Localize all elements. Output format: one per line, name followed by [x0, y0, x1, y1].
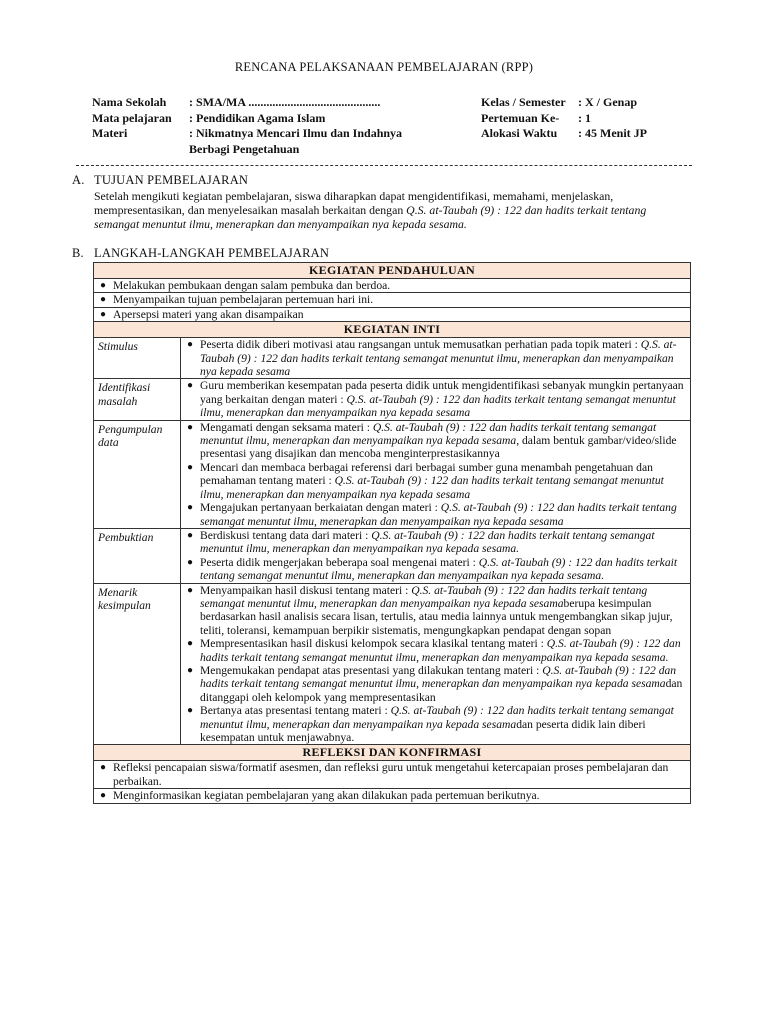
- info-row: [481, 126, 647, 142]
- refleksi-header: REFLEKSI DAN KONFIRMASI: [94, 745, 691, 761]
- list-item-text-italic: Q.S. at-Taubah (9) : 122 dan hadits terkait tentang semangat menuntut ilmu, menerapkan dan menyampaikan nya kepada sesama: [200, 704, 674, 731]
- info-label: Kelas / Semester: [481, 95, 566, 109]
- pendahuluan-header: KEGIATAN PENDAHULUAN: [94, 263, 691, 279]
- list-item-text: Mempresentasikan hasil diskusi kelompok secara klasikal tentang materi :: [200, 637, 547, 651]
- list-item-text-italic: Q.S. at-Taubah (9) : 122 dan hadits terkait tentang semangat menuntut ilmu, menerapkan dan menyampaikan nya kepada sesama: [200, 420, 657, 448]
- info-value: : SMA/MA ............................................: [189, 95, 381, 109]
- list-item: [181, 379, 690, 419]
- list-item: [94, 279, 690, 293]
- list-item-text-italic: Q.S. at-Taubah (9) : 122 dan hadits terkait tentang semangat menuntut ilmu, menerapkan dan menyampaikan nya kepada sesama: [200, 501, 677, 528]
- bullet-icon: ●: [187, 638, 194, 650]
- bullet-icon: ●: [187, 705, 194, 717]
- stage-activities: [181, 420, 691, 528]
- dashed-divider: [76, 165, 692, 166]
- list-item-text: Menyampaikan tujuan pembelajaran pertemuan hari ini.: [113, 293, 374, 307]
- section-title: LANGKAH-LANGKAH PEMBELAJARAN: [94, 246, 330, 260]
- section-letter: B.: [72, 246, 84, 260]
- bullet-icon: ●: [100, 308, 107, 320]
- list-item-text-italic: Q.S. at-Taubah (9) : 122 dan hadits terkait tentang semangat menuntut ilmu, menerapkan dan menyampaikan nya kepada sesama: [200, 338, 677, 379]
- pendahuluan-cell: [94, 279, 691, 322]
- list-item-text: Menginformasikan kegiatan pembelajaran yang akan dilakukan pada pertemuan berikutnya.: [113, 789, 540, 803]
- info-value: : X / Genap: [578, 95, 638, 109]
- pendahuluan-header-row: [94, 263, 691, 279]
- list-item-text: dan ditanggapi oleh kelompok yang mempresentasikan: [200, 677, 683, 704]
- bullet-icon: ●: [187, 529, 194, 541]
- list-item-text: Peserta didik diberi motivasi atau rangsangan untuk memusatkan perhatian pada topik materi :: [200, 338, 641, 352]
- list-item-text: Mencari dan membaca berbagai referensi dari berbagai sumber guna menambah pengetahuan dan pemahaman tentang materi :: [200, 460, 653, 488]
- list-item: [181, 501, 690, 528]
- inti-row: [94, 379, 691, 420]
- info-value: : 45 Menit JP: [578, 126, 647, 140]
- list-item-text-italic: Q.S. at-Taubah (9) : 122 dan hadits terkait tentang semangat menuntut ilmu, menerapkan dan menyampaikan nya kepada sesama: [200, 392, 676, 420]
- bullet-icon: ●: [187, 584, 194, 596]
- bullet-icon: ●: [100, 762, 107, 774]
- stage-label: Stimulus: [94, 338, 181, 379]
- pendahuluan-list: [94, 279, 690, 321]
- section-b-heading: [72, 247, 329, 260]
- list-item: [181, 461, 690, 501]
- list-item: [94, 293, 690, 307]
- bullet-icon: ●: [187, 339, 194, 351]
- stage-label: Menarik kesimpulan: [94, 583, 181, 745]
- list-item: [94, 308, 690, 321]
- stage-activities: [181, 583, 691, 745]
- tujuan-text: Setelah mengikuti kegiatan pembelajaran, siswa diharapkan dapat mengidentifikasi, memahami, menjelaskan, mempresentasikan, dan menyelesaikan masalah berkaitan dengan: [94, 189, 614, 217]
- info-right-block: [481, 95, 647, 142]
- list-item-text: Apersepsi materi yang akan disampaikan: [113, 307, 304, 321]
- stage-activities: [181, 379, 691, 420]
- refleksi-cell: [94, 761, 691, 803]
- list-item: [94, 761, 690, 789]
- list-item-text-italic: Q.S. at-Taubah (9) : 122 dan hadits terkait tentang semangat menuntut ilmu, menerapkan dan menyampaikan nya kepada sesama: [200, 583, 648, 610]
- list-item: [181, 556, 690, 583]
- inti-row: [94, 583, 691, 745]
- info-value: : 1: [578, 110, 591, 125]
- list-item: [94, 789, 690, 802]
- list-item: [181, 529, 690, 556]
- list-item-text: Bertanya atas presentasi tentang materi :: [200, 704, 391, 718]
- info-value: : Nikmatnya Mencari Ilmu dan Indahnya Berbagi Pengetahuan: [189, 126, 403, 156]
- list-item: [181, 664, 690, 704]
- document-title: RENCANA PELAKSANAAN PEMBELAJARAN (RPP): [234, 60, 534, 74]
- inti-header: KEGIATAN INTI: [94, 322, 691, 338]
- list-item-text: , dalam bentuk gambar/video/slide presentasi yang disajikan dan mencoba menginterprestasikannya: [200, 434, 677, 461]
- info-left-block: [92, 95, 439, 157]
- refleksi-row: [94, 761, 691, 803]
- list-item: [181, 637, 690, 664]
- info-value: : Pendidikan Agama Islam: [189, 110, 326, 125]
- stage-label: Identifikasi masalah: [94, 379, 181, 420]
- bullet-icon: ●: [187, 421, 194, 433]
- info-row: [92, 95, 439, 111]
- list-item: [181, 584, 690, 638]
- list-item-text-italic: Q.S. at-Taubah (9) : 122 dan hadits terkait tentang semangat menuntut ilmu, menerapkan dan menyampaikan nya kepada sesama: [200, 474, 664, 501]
- list-item-text: Peserta didik mengerjakan beberapa soal mengenai materi :: [200, 555, 479, 569]
- list-item-text: Melakukan pembukaan dengan salam pembuka dan berdoa.: [113, 279, 391, 292]
- activity-list: [181, 421, 690, 528]
- list-item-text: Menyampaikan hasil diskusi tentang materi :: [200, 583, 412, 597]
- bullet-icon: ●: [187, 461, 194, 473]
- activity-list: [181, 529, 690, 583]
- activity-list: [181, 584, 690, 745]
- bullet-icon: ●: [187, 556, 194, 568]
- inti-row: [94, 528, 691, 583]
- info-label: Alokasi Waktu: [481, 126, 558, 140]
- list-item-text-italic: Q.S. at-Taubah (9) : 122 dan hadits terkait tentang semangat menuntut ilmu, menerapkan dan menyampaikan nya kepada sesama.: [200, 637, 681, 664]
- tujuan-paragraph: [94, 189, 690, 231]
- list-item-text: dan peserta didik lain diberi kesempatan untuk menjawabnya.: [200, 717, 646, 744]
- langkah-table: [93, 262, 691, 804]
- bullet-icon: ●: [100, 790, 107, 802]
- section-letter: A.: [72, 173, 85, 187]
- refleksi-list: [94, 761, 690, 802]
- inti-row: [94, 338, 691, 379]
- bullet-icon: ●: [187, 502, 194, 514]
- info-row: [481, 95, 647, 111]
- bullet-icon: ●: [187, 380, 194, 392]
- info-label: Pertemuan Ke-: [481, 110, 560, 125]
- list-item-text: Mengemukakan pendapat atas presentasi yang dilakukan tentang materi :: [200, 663, 543, 677]
- list-item-text: Mengajukan pertanyaan berkaiatan dengan materi :: [200, 501, 441, 515]
- stage-activities: [181, 528, 691, 583]
- refleksi-header-row: [94, 745, 691, 761]
- section-a-heading: [72, 174, 248, 187]
- list-item: [181, 421, 690, 461]
- stage-label: Pengumpulan data: [94, 420, 181, 528]
- list-item: [181, 338, 690, 378]
- tujuan-text-italic: Q.S. at-Taubah (9) : 122 dan hadits terkait tentang semangat menuntut ilmu, menerapkan dan menyampaikan nya kepada sesama.: [94, 203, 647, 231]
- info-row: [92, 111, 439, 127]
- list-item-text: Guru memberikan kesempatan pada peserta didik untuk mengidentifikasi sebanyak mungkin pertanyaan yang berkaitan dengan materi :: [200, 379, 684, 406]
- inti-row: [94, 420, 691, 528]
- bullet-icon: ●: [100, 280, 107, 291]
- info-row: [481, 111, 647, 127]
- bullet-icon: ●: [187, 664, 194, 676]
- activity-list: [181, 338, 690, 378]
- info-label: Nama Sekolah: [92, 95, 167, 109]
- list-item-text: Refleksi pencapaian siswa/formatif asesmen, dan refleksi guru untuk mengetahui ketercapaian proses pembelajaran dan perbaikan.: [113, 761, 669, 788]
- list-item-text-italic: Q.S. at-Taubah (9) : 122 dan hadits terkait tentang semangat menuntut ilmu, menerapkan dan menyampaikan nya kepada sesama.: [200, 528, 655, 556]
- list-item: [181, 704, 690, 744]
- info-label: Mata pelajaran: [92, 110, 172, 125]
- stage-label: Pembuktian: [94, 528, 181, 583]
- activity-list: [181, 379, 690, 419]
- list-item-text-italic: Q.S. at-Taubah (9) : 122 dan hadits terkait tentang semangat menuntut ilmu, menerapkan dan menyampaikan nya kepada sesama.: [200, 555, 678, 583]
- list-item-text: Mengamati dengan seksama materi :: [200, 420, 373, 434]
- list-item-text-italic: Q.S. at-Taubah (9) : 122 dan hadits terkait tentang semangat menuntut ilmu, menerapkan dan menyampaikan nya kepada sesama: [200, 663, 677, 691]
- inti-header-row: [94, 322, 691, 338]
- stage-activities: [181, 338, 691, 379]
- bullet-icon: ●: [100, 294, 107, 306]
- section-title: TUJUAN PEMBELAJARAN: [94, 173, 249, 187]
- pendahuluan-row: [94, 279, 691, 322]
- info-label: Materi: [92, 126, 128, 140]
- list-item-text: berupa kesimpulan berdasarkan hasil analisis secara lisan, tertulis, atau media lainnya untuk mengembangkan sikap jujur, teliti, toleransi, kemampuan berpikir sistematis, mengungkapkan pendapat dengan sopan: [200, 596, 673, 637]
- list-item-text: Berdiskusi tentang data dari materi :: [200, 528, 372, 542]
- info-row: [92, 126, 439, 157]
